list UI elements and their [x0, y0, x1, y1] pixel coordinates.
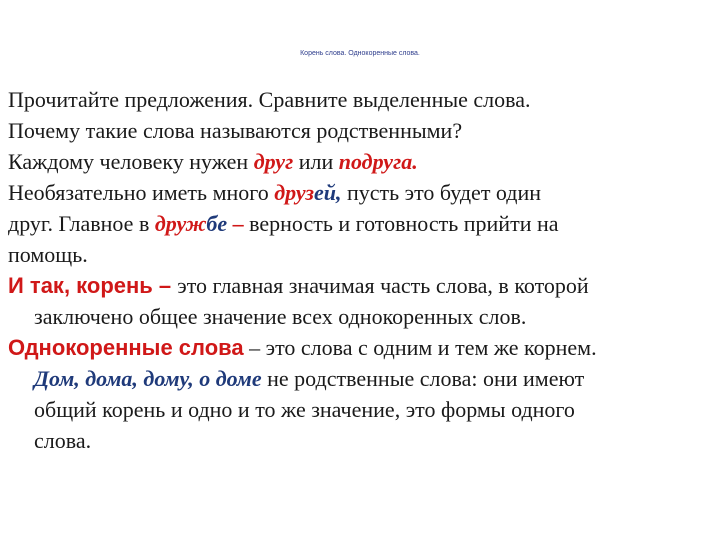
definition-cognates [8, 332, 713, 456]
text-line-6: помощь. [8, 242, 88, 267]
text-line-4 [8, 177, 713, 208]
text-line-2: Почему такие слова называются родственными? [8, 118, 463, 143]
highlight-root-druzh: друж [154, 211, 207, 236]
explanation-text: слова. [34, 428, 92, 453]
highlight-word-podruga: подруга. [338, 149, 418, 174]
text-fragment: или [293, 149, 339, 174]
highlight-ending-be: бе [206, 211, 228, 236]
highlight-ending-ey: ей, [313, 180, 342, 205]
term-cognates: Однокоренные слова [8, 335, 244, 360]
text-line-1: Прочитайте предложения. Сравните выделенные слова. [8, 87, 531, 112]
term-root: И так, корень – [8, 273, 178, 298]
dash-fragment: – [227, 211, 250, 236]
definition-root [8, 270, 713, 332]
highlight-word-drug: друг [253, 149, 294, 174]
text-line-5 [8, 208, 713, 239]
highlight-root-druz: друз [274, 180, 314, 205]
text-fragment: Необязательно иметь много [8, 180, 275, 205]
text-fragment: пусть это будет один [341, 180, 542, 205]
text-fragment: друг. Главное в [8, 211, 155, 236]
definition-text: – это слова с одним и тем же корнем. [243, 335, 597, 360]
explanation-text: общий корень и одно и то же значение, это формы одного [34, 397, 575, 422]
text-line-3 [8, 146, 713, 177]
text-fragment: верность и готовность прийти на [249, 211, 559, 236]
definition-text: это главная значимая часть слова, в которой [177, 273, 589, 298]
example-word-forms: Дом, дома, дому, о доме [34, 366, 262, 391]
slide-body [8, 84, 713, 456]
slide-title: Корень слова. Однокоренные слова. [300, 50, 420, 57]
text-fragment: Каждому человеку нужен [8, 149, 254, 174]
explanation-text: не родственные слова: они имеют [261, 366, 585, 391]
definition-text: заключено общее значение всех однокоренных слов. [34, 304, 527, 329]
